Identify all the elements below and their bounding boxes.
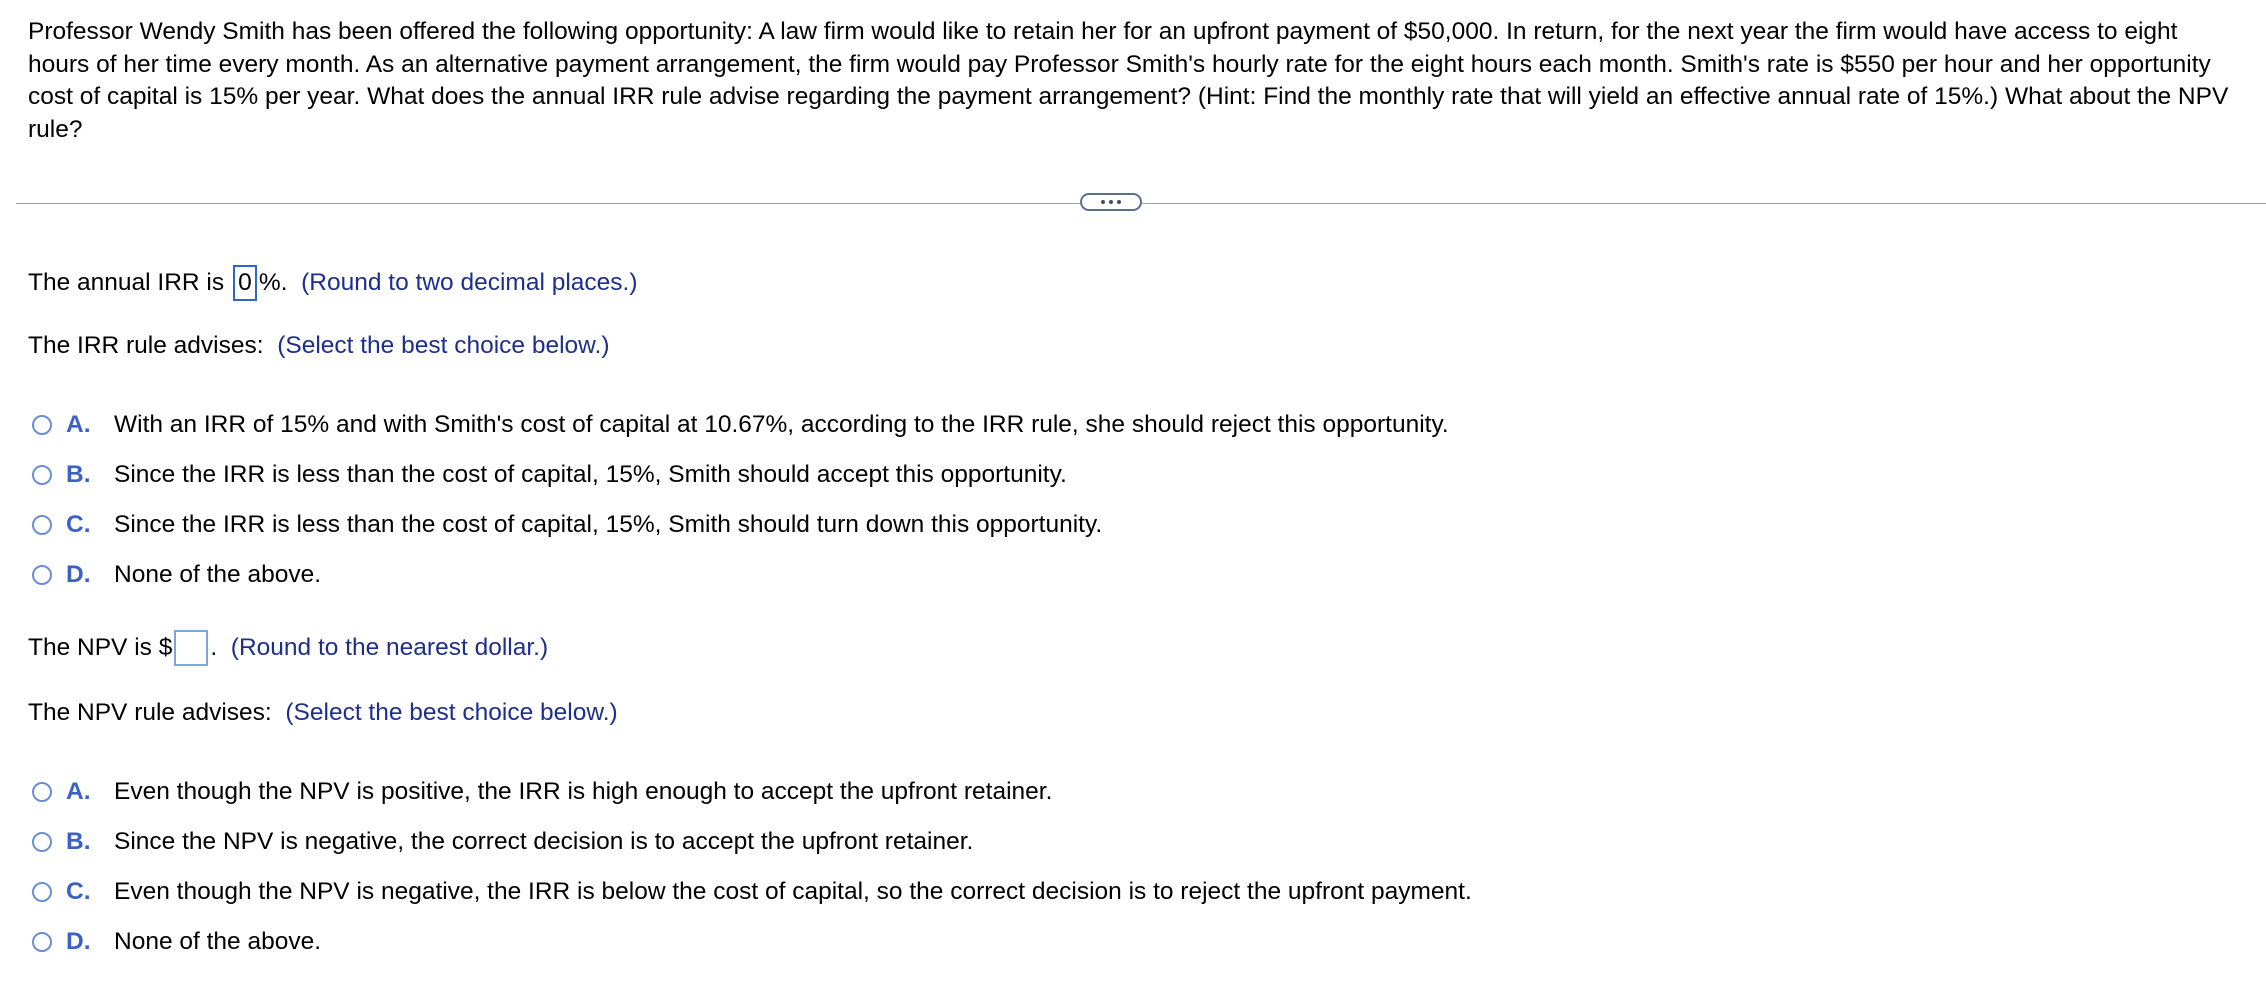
npv-input[interactable]: [174, 630, 208, 666]
irr-suffix: %.: [258, 269, 288, 296]
radio-button[interactable]: [32, 465, 52, 485]
radio-button[interactable]: [32, 782, 52, 802]
irr-input[interactable]: 0: [233, 265, 257, 301]
irr-option-a[interactable]: [32, 409, 1449, 441]
option-text: Since the IRR is less than the cost of capital, 15%, Smith should turn down this opportunity.: [114, 511, 1103, 538]
radio-button[interactable]: [32, 515, 52, 535]
npv-option-d[interactable]: [32, 926, 321, 958]
irr-option-c[interactable]: [32, 509, 1102, 541]
irr-hint: (Round to two decimal places.): [301, 269, 638, 296]
radio-button[interactable]: [32, 832, 52, 852]
ellipsis-icon: [1109, 200, 1113, 204]
npv-hint: (Round to the nearest dollar.): [230, 634, 549, 661]
npv-option-c[interactable]: [32, 876, 1472, 908]
option-text: Even though the NPV is positive, the IRR is high enough to accept the upfront retainer.: [114, 778, 1053, 805]
ellipsis-icon: [1117, 200, 1121, 204]
option-text: Even though the NPV is negative, the IRR is below the cost of capital, so the correct decision is to reject the upfront payment.: [114, 878, 1472, 905]
radio-button[interactable]: [32, 882, 52, 902]
option-letter: C.: [66, 511, 91, 538]
irr-rule-prompt-line: [28, 330, 609, 362]
option-text: Since the NPV is negative, the correct decision is to accept the upfront retainer.: [114, 828, 974, 855]
option-letter: D.: [66, 928, 91, 955]
npv-option-b[interactable]: [32, 826, 973, 858]
irr-prefix: The annual IRR is: [28, 269, 225, 296]
option-text: None of the above.: [114, 928, 322, 955]
irr-option-b[interactable]: [32, 459, 1067, 491]
option-text: None of the above.: [114, 561, 322, 588]
option-letter: D.: [66, 561, 91, 588]
npv-rule-hint: (Select the best choice below.): [285, 699, 618, 726]
option-letter: A.: [66, 778, 91, 805]
option-text: With an IRR of 15% and with Smith's cost of capital at 10.67%, according to the IRR rule, she should reject this opportunity.: [114, 411, 1449, 438]
radio-button[interactable]: [32, 932, 52, 952]
option-letter: A.: [66, 411, 91, 438]
expand-more-button[interactable]: [1080, 193, 1142, 211]
irr-rule-hint: (Select the best choice below.): [277, 332, 610, 359]
npv-suffix: .: [210, 634, 218, 661]
option-text: Since the IRR is less than the cost of capital, 15%, Smith should accept this opportunity.: [114, 461, 1067, 488]
radio-button[interactable]: [32, 415, 52, 435]
irr-option-d[interactable]: [32, 559, 321, 591]
option-letter: C.: [66, 878, 91, 905]
npv-rule-prompt-line: [28, 697, 618, 729]
option-letter: B.: [66, 461, 91, 488]
question-text: Professor Wendy Smith has been offered the following opportunity: A law firm would like to retain her for an upfront payment of $50,000. In return, for the next year the firm would have access to eight hours of her time every month. As an alternative payment arrangement, the firm would pay Professor Smith's hourly rate for the eight hours each month. Smith's rate is $550 per hour and her opportunity cost of capital is 15% per year. What does the annual IRR rule advise regarding the payment arrangement? (Hint: Find the monthly rate that will yield an effective annual rate of 15%.) What about the NPV rule?: [28, 18, 2229, 143]
irr-rule-prompt: The IRR rule advises:: [28, 332, 264, 359]
npv-option-a[interactable]: [32, 776, 1052, 808]
npv-rule-prompt: The NPV rule advises:: [28, 699, 272, 726]
option-letter: B.: [66, 828, 91, 855]
npv-answer-line: [28, 630, 548, 666]
radio-button[interactable]: [32, 565, 52, 585]
irr-answer-line: [28, 265, 638, 301]
ellipsis-icon: [1101, 200, 1105, 204]
npv-prefix: The NPV is $: [28, 634, 173, 661]
